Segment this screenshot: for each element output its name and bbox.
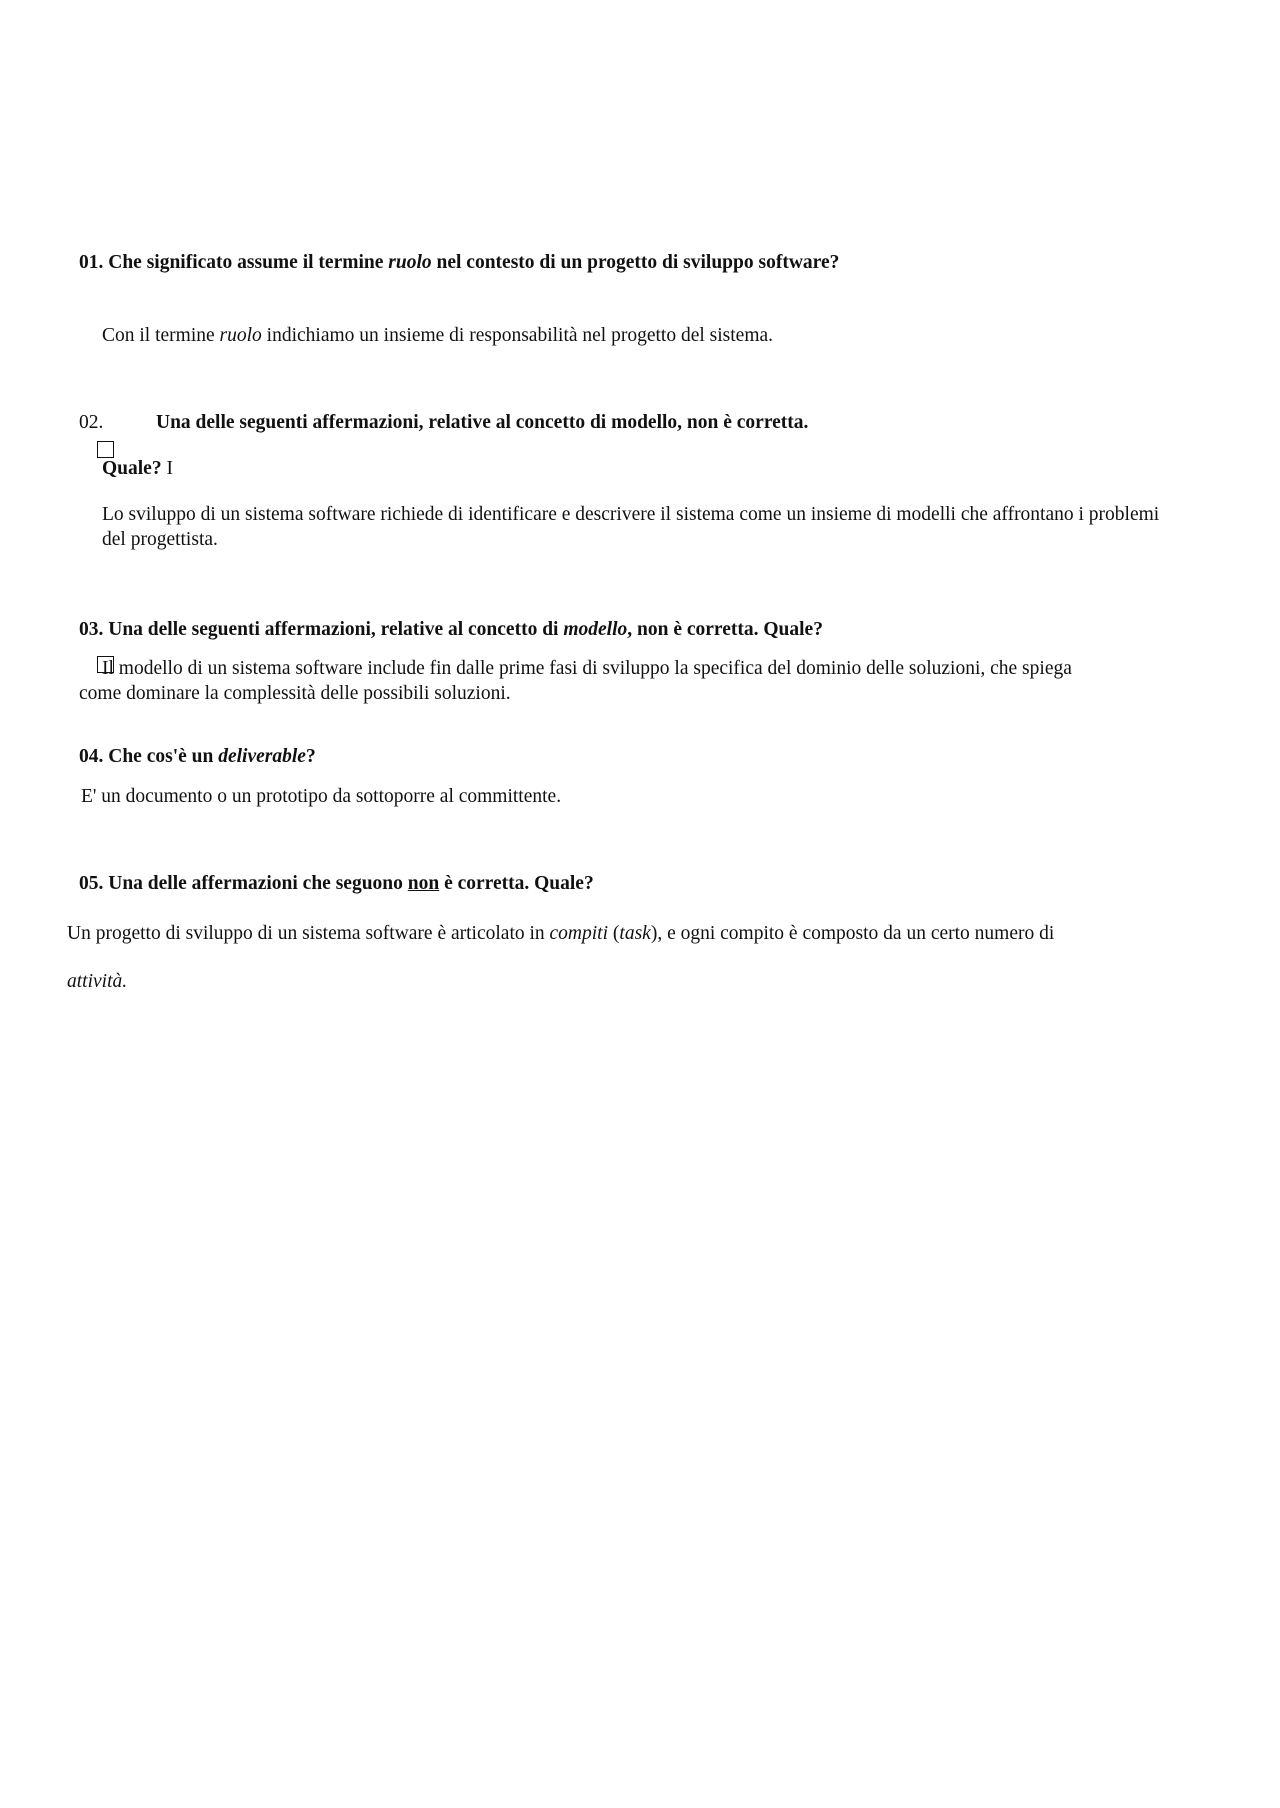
question-text: I <box>161 458 173 479</box>
question-text: , non è corretta. Quale? <box>627 619 823 640</box>
question-number: 01. <box>79 252 104 273</box>
answer-text: ), e ogni compito è composto da un certo numero di <box>650 923 1055 944</box>
answer-02-line1: Lo sviluppo di un sistema software richiede di identificare e descrivere il sistema come un insieme di modelli che affrontano i problemi <box>102 504 1160 525</box>
answer-03-line2: come dominare la complessità delle possibili soluzioni. <box>79 683 511 704</box>
question-04 <box>79 745 316 769</box>
question-underlined: non <box>407 873 440 894</box>
question-text: Una delle affermazioni che seguono <box>103 873 408 894</box>
answer-05-line1 <box>67 922 1054 946</box>
answer-text: Un progetto di sviluppo di un sistema software è articolato in <box>67 923 550 944</box>
question-emphasis: deliverable <box>218 746 306 767</box>
question-02-text: Una delle seguenti affermazioni, relative al concetto di modello, non è corretta. <box>156 412 809 433</box>
answer-05-line2 <box>67 970 127 994</box>
question-03 <box>79 618 823 642</box>
answer-emphasis: attività. <box>67 971 128 992</box>
answer-01 <box>102 324 773 348</box>
question-text: nel contesto di un progetto di sviluppo software? <box>431 252 840 273</box>
question-number: 05. <box>79 873 104 894</box>
question-text: ? <box>305 746 316 767</box>
answer-text: Con il termine <box>102 325 220 346</box>
question-number: 04. <box>79 746 104 767</box>
answer-text: ( <box>608 923 620 944</box>
question-text: Che cos'è un <box>103 746 219 767</box>
question-emphasis: modello <box>563 619 628 640</box>
question-02-number: 02. <box>79 412 104 433</box>
question-02-line2 <box>102 457 173 481</box>
answer-emphasis: compiti <box>549 923 609 944</box>
question-text: Una delle seguenti affermazioni, relative al concetto di <box>103 619 564 640</box>
question-01 <box>79 251 839 275</box>
answer-02-line2: del progettista. <box>102 529 218 550</box>
checkbox-icon <box>97 441 114 458</box>
answer-text: indichiamo un insieme di responsabilità nel progetto del sistema. <box>261 325 774 346</box>
question-text: Che significato assume il termine <box>108 252 389 273</box>
answer-emphasis: ruolo <box>219 325 262 346</box>
answer-04: E' un documento o un prototipo da sottoporre al committente. <box>81 786 562 807</box>
answer-emphasis: task <box>619 923 651 944</box>
question-text: è corretta. Quale? <box>439 873 594 894</box>
question-05 <box>79 872 594 896</box>
question-emphasis: ruolo <box>388 252 432 273</box>
question-text: Quale? <box>102 458 162 479</box>
question-number: 03. <box>79 619 104 640</box>
answer-03-line1: Il modello di un sistema software include fin dalle prime fasi di sviluppo la specifica del dominio delle soluzioni, che spiega <box>102 658 1072 679</box>
